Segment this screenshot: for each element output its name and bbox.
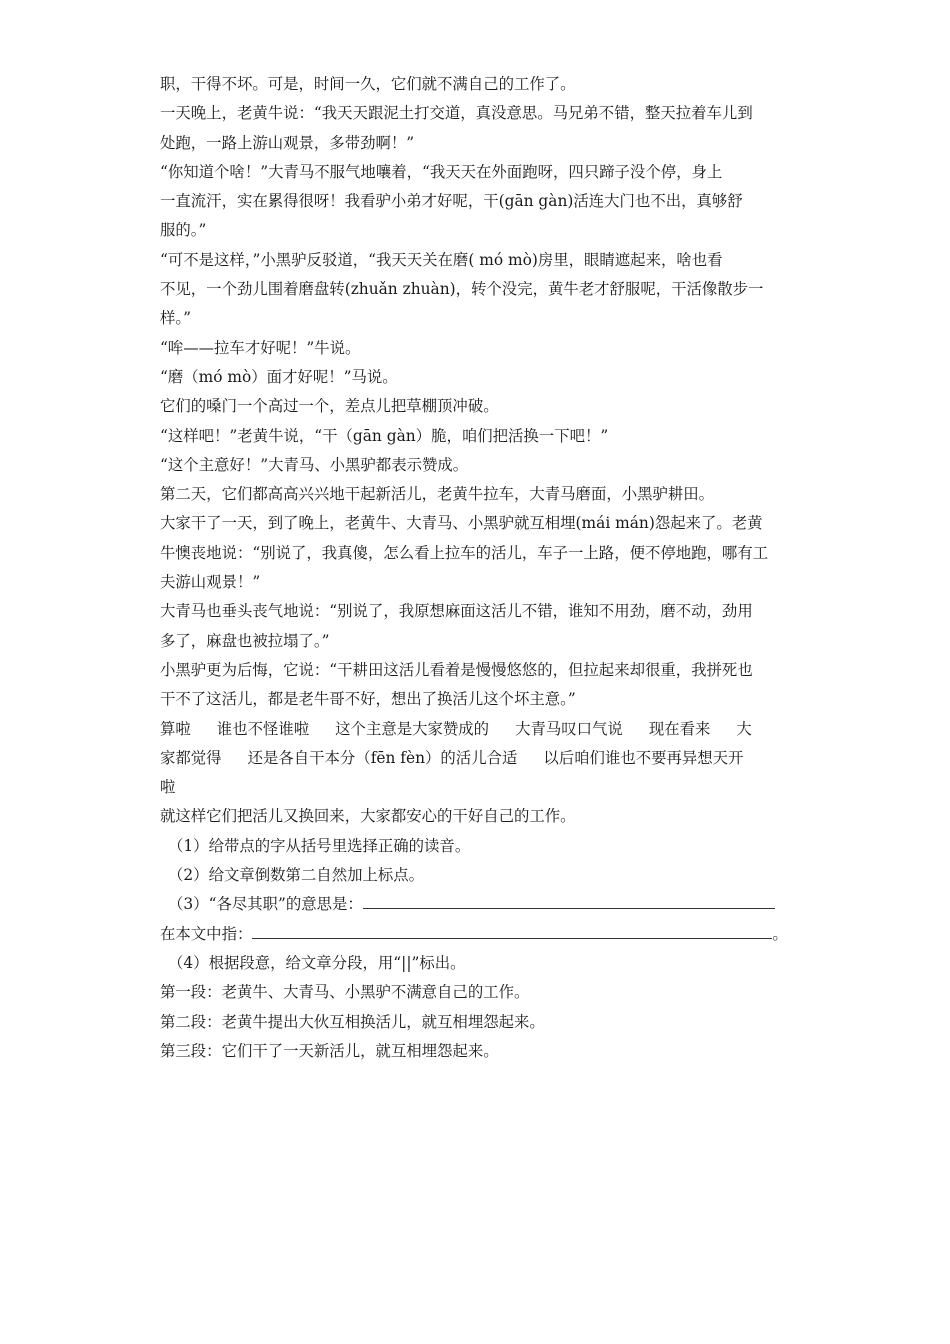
text-line: “这个主意好！”大青马、小黑驴都表示赞成。 bbox=[160, 455, 469, 474]
text-line: 第二天，它们都高高兴兴地干起新活儿，老黄牛拉车，大青马磨面，小黑驴耕田。 bbox=[160, 485, 715, 504]
phrase: 这个主意是大家赞成的 bbox=[335, 719, 490, 738]
text-line: “可不是这样，”小黑驴反驳道，“我天天关在磨( mó mò)房里，眼睛遮起来，啥也看 bbox=[160, 250, 723, 269]
segment-line: 第三段：它们干了一天新活儿，就互相埋怨起来。 bbox=[160, 1041, 499, 1060]
text-line: 干不了这活儿，都是老牛哥不好，想出了换活儿这个坏主意。” bbox=[160, 690, 576, 709]
phrase: 现在看来 bbox=[648, 719, 711, 738]
text-line: 一天晚上，老黄牛说：“我天天跟泥土打交道，真没意思。马兄弟不错，整天拉着车儿到 bbox=[160, 104, 753, 123]
text-line: 一直流汗，实在累得很呀！我看驴小弟才好呢，干(gān gàn)活连大门也不出，真够舒 bbox=[160, 192, 743, 211]
text-line: 样。” bbox=[160, 309, 191, 328]
answer-blank[interactable] bbox=[252, 924, 772, 939]
unpunctuated-paragraph-line: 啦 bbox=[160, 778, 176, 797]
phrase: 算啦 bbox=[160, 719, 191, 738]
text-line: 夫游山观景！” bbox=[160, 573, 261, 592]
phrase: 谁也不怪谁啦 bbox=[216, 719, 310, 738]
question-3-prompt: （3）“各尽其职”的意思是： bbox=[168, 895, 363, 914]
question-3-line-2 bbox=[160, 920, 792, 949]
text-line: “这样吧！”老黄牛说，“干（gān gàn）脆，咱们把活换一下吧！” bbox=[160, 426, 609, 445]
phrase: 以后咱们谁也不要再异想天开 bbox=[543, 748, 744, 767]
text-line: 不见，一个劲儿围着磨盘转(zhuǎn zhuàn)，转个没完，黄牛老才舒服呢，干活像散步一 bbox=[160, 280, 764, 299]
question-3-subprompt: 在本文中指： bbox=[160, 924, 253, 943]
period: 。 bbox=[772, 924, 788, 943]
question-2: （2）给文章倒数第二自然加上标点。 bbox=[168, 866, 425, 885]
unpunctuated-paragraph-line bbox=[160, 744, 792, 773]
text-line: 服的。” bbox=[160, 221, 207, 240]
text-line: 多了，麻盘也被拉塌了。” bbox=[160, 631, 330, 650]
text-line: “磨（mó mò）面才好呢！”马说。 bbox=[160, 367, 398, 386]
text-line: 牛懊丧地说：“别说了，我真傻，怎么看上拉车的活儿，车子一上路，便不停地跑，哪有工 bbox=[160, 543, 769, 562]
text-line: 大家干了一天，到了晚上，老黄牛、大青马、小黑驴就互相埋(mái mán)怨起来了。老黄 bbox=[160, 514, 763, 533]
segment-line: 第一段：老黄牛、大青马、小黑驴不满意自己的工作。 bbox=[160, 983, 530, 1002]
text-line: 小黑驴更为后悔，它说：“干耕田这活儿看着是慢慢悠悠的，但拉起来却很重，我拼死也 bbox=[160, 660, 753, 679]
question-4: （4）根据段意，给文章分段，用“||”标出。 bbox=[168, 953, 466, 972]
text-line: 就这样它们把活儿又换回来，大家都安心的干好自己的工作。 bbox=[160, 807, 576, 826]
document-page bbox=[160, 70, 792, 1066]
unpunctuated-paragraph-line bbox=[160, 715, 792, 744]
phrase: 大青马叹口气说 bbox=[515, 719, 623, 738]
phrase: 大 bbox=[736, 719, 752, 738]
question-3 bbox=[160, 890, 792, 919]
text-line: 它们的嗓门一个高过一个，差点儿把草棚顶冲破。 bbox=[160, 397, 499, 416]
text-line: “哞——拉车才好呢！”牛说。 bbox=[160, 338, 361, 357]
phrase: 还是各自干本分（fēn fèn）的活儿合适 bbox=[247, 748, 518, 767]
phrase: 家都觉得 bbox=[160, 748, 222, 767]
question-1: （1）给带点的字从括号里选择正确的读音。 bbox=[168, 836, 471, 855]
answer-blank[interactable] bbox=[363, 894, 775, 909]
text-line: 大青马也垂头丧气地说：“别说了，我原想麻面这活儿不错，谁知不用劲，磨不动，劲用 bbox=[160, 602, 753, 621]
text-line: “你知道个啥！”大青马不服气地嚷着，“我天天在外面跑呀，四只蹄子没个停，身上 bbox=[160, 162, 723, 181]
segment-line: 第二段：老黄牛提出大伙互相换活儿，就互相埋怨起来。 bbox=[160, 1012, 545, 1031]
text-line: 职，干得不坏。可是，时间一久，它们就不满自己的工作了。 bbox=[160, 75, 576, 93]
text-line: 处跑，一路上游山观景，多带劲啊！” bbox=[160, 133, 415, 152]
